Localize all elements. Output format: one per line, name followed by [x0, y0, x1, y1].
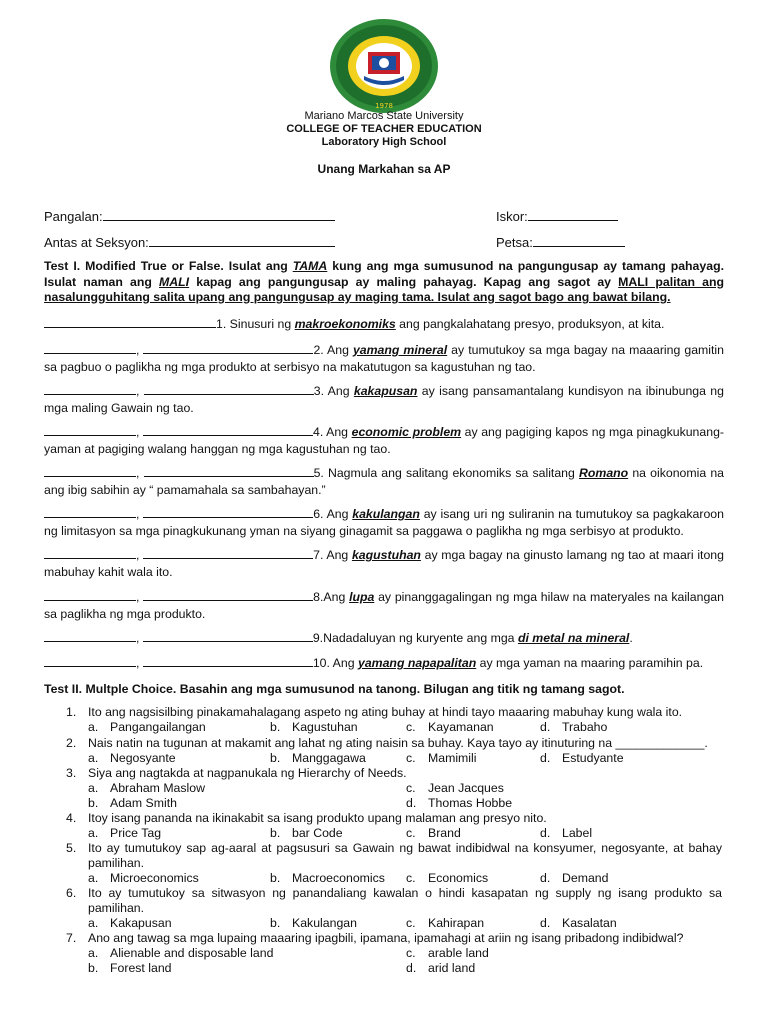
mc-option[interactable]: [88, 781, 205, 795]
option-letter: b.: [270, 871, 281, 885]
option-text: Abraham Maslow: [110, 781, 205, 795]
option-letter: d.: [540, 916, 551, 930]
option-text: Manggagawa: [292, 751, 366, 765]
option-letter: c.: [406, 751, 416, 765]
options-row: [88, 751, 728, 766]
option-text: Kasalatan: [562, 916, 617, 930]
exam-title: Unang Markahan sa AP: [317, 162, 451, 176]
tf-item-3: , 3. Ang kakapusan ay isang pansamantalang kundisyon na ibinubunga ng mga maling Gawain ng tao.: [44, 384, 724, 415]
option-text: Pangangailangan: [110, 720, 206, 734]
mc-question-5: [66, 841, 722, 871]
mc-option[interactable]: [406, 961, 475, 975]
question-text: Ano ang tawag sa mga lupaing maaaring ipagbili, ipamana, ipamahagi at ariin ng isang pribadong indibidwal?: [88, 931, 684, 945]
answer-blank[interactable]: [44, 383, 136, 395]
option-letter: a.: [88, 781, 99, 795]
option-text: Price Tag: [110, 826, 162, 840]
underlined-term: yamang napapalitan: [357, 656, 477, 670]
mc-option[interactable]: [88, 961, 172, 975]
option-text: Mamimili: [428, 751, 477, 765]
grade-section-field[interactable]: Antas at Seksyon:: [44, 234, 335, 250]
mc-option[interactable]: [406, 781, 504, 795]
item-text: 3. Ang: [313, 384, 354, 398]
item-text: ay ang pagiging kapos ng mga pinagkukunang-yaman at pagiging walang hanggan ng mga kagustuhan ng tao.: [44, 425, 725, 456]
option-letter: a.: [88, 720, 99, 734]
options-row: [88, 961, 728, 976]
mc-option[interactable]: [540, 826, 592, 840]
answer-blank[interactable]: [44, 506, 136, 518]
answer-blank[interactable]: [44, 424, 136, 436]
underlined-term: makroekonomiks: [294, 317, 396, 331]
mc-option[interactable]: [270, 916, 357, 930]
mc-option[interactable]: [540, 916, 617, 930]
question-text: Ito ang nagsisilbing pinakamahalagang aspeto ng ating buhay at hindi tayo maaaring mabuhay kung wala ito.: [88, 705, 683, 719]
question-number: 4.: [66, 811, 77, 825]
correction-blank[interactable]: [143, 589, 313, 601]
correction-blank[interactable]: [143, 342, 313, 354]
mc-option[interactable]: [406, 826, 461, 840]
option-letter: b.: [270, 751, 281, 765]
option-text: Adam Smith: [110, 796, 177, 810]
item-text: ay pinanggagalingan ng mga hilaw na materyales na kailangan sa paglikha ng mga produkto.: [44, 590, 724, 621]
tf-item-5: , 5. Nagmula ang salitang ekonomiks sa salitang Romano na oikonomia na ang ibig sabihin ay “ pamamahala sa sambahayan.”: [44, 466, 725, 497]
options-row: [88, 826, 728, 841]
question-text: Ito ay tumutukoy sap ag-aaral at pagsusuri sa Gawain ng bawat indibidwal na konsyumer, negosyante, at bahay pamilihan.: [88, 841, 722, 870]
mc-option[interactable]: [540, 720, 607, 734]
option-letter: b.: [270, 720, 281, 734]
svg-text:1978: 1978: [375, 102, 393, 110]
option-text: arid land: [428, 961, 476, 975]
question-number: 6.: [66, 886, 77, 900]
option-letter: d.: [540, 871, 551, 885]
option-letter: d.: [540, 720, 551, 734]
mc-option[interactable]: [406, 796, 512, 810]
options-row: [88, 916, 728, 931]
mc-option[interactable]: [270, 826, 343, 840]
item-text: ay mga yaman na maaring paramihin pa.: [476, 656, 704, 670]
name-field[interactable]: Pangalan:: [44, 208, 335, 224]
item-text: 9.Nadadaluyan ng kuryente ang mga: [312, 631, 518, 645]
underlined-term: economic problem: [351, 425, 462, 439]
option-letter: b.: [88, 796, 99, 810]
correction-blank[interactable]: [143, 655, 313, 667]
mc-option[interactable]: [406, 916, 484, 930]
option-letter: a.: [88, 751, 99, 765]
underlined-term: kakapusan: [353, 384, 418, 398]
item-text: .: [629, 631, 633, 645]
date-field[interactable]: Petsa:: [496, 234, 625, 250]
option-letter: c.: [406, 826, 416, 840]
option-letter: c.: [406, 781, 416, 795]
correction-blank[interactable]: [144, 383, 314, 395]
mc-question-1: [66, 705, 722, 720]
option-letter: a.: [88, 826, 99, 840]
mc-option[interactable]: [406, 871, 488, 885]
tf-item-9: , 9.Nadadaluyan ng kuryente ang mga di metal na mineral.: [44, 630, 724, 647]
mc-question-3: [66, 766, 722, 781]
item-text: ang pangkalahatang presyo, produksyon, at kita.: [395, 317, 665, 331]
answer-blank[interactable]: [44, 316, 216, 328]
option-text: Label: [562, 826, 593, 840]
option-text: Kayamanan: [428, 720, 494, 734]
university-name: Mariano Marcos State University: [304, 110, 464, 122]
item-text: 5. Nagmula ang salitang ekonomiks sa salitang: [313, 466, 579, 480]
answer-blank[interactable]: [44, 589, 136, 601]
tf-item-2: , 2. Ang yamang mineral ay tumutukoy sa mga bagay na maaaring gamitin sa pagbuo o paglikha ng mga produkto at serbisyo na makatutugon sa kagustuhan ng tao.: [44, 343, 724, 374]
mc-option[interactable]: [270, 871, 385, 885]
option-letter: a.: [88, 871, 99, 885]
mc-option[interactable]: [88, 826, 161, 840]
item-text: 4. Ang: [313, 425, 352, 439]
question-text: Itoy isang pananda na ikinakabit sa isang produkto upang malaman ang presyo nito.: [88, 811, 547, 825]
mc-option[interactable]: [88, 796, 177, 810]
correction-blank[interactable]: [143, 630, 313, 642]
option-text: Brand: [428, 826, 461, 840]
item-text: 6. Ang: [313, 507, 353, 521]
option-text: Kagustuhan: [292, 720, 358, 734]
mc-option[interactable]: [88, 871, 199, 885]
options-row: [88, 946, 728, 961]
options-row: [88, 781, 728, 796]
option-text: Forest land: [110, 961, 172, 975]
question-text: Nais natin na tugunan at makamit ang lahat ng ating naisin sa buhay. Kaya tayo ay itinuturing na _____________.: [88, 736, 708, 750]
answer-blank[interactable]: [44, 655, 136, 667]
question-number: 1.: [66, 705, 77, 719]
underlined-term: kagustuhan: [351, 548, 421, 562]
correction-blank[interactable]: [143, 506, 313, 518]
option-letter: b.: [88, 961, 99, 975]
item-text: 2. Ang: [313, 343, 353, 357]
item-text: 8.Ang: [313, 590, 350, 604]
item-text: 10. Ang: [312, 656, 358, 670]
option-text: Kahirapan: [428, 916, 485, 930]
option-text: Kakapusan: [110, 916, 172, 930]
tf-item-4: , 4. Ang economic problem ay ang pagiging kapos ng mga pinagkukunang-yaman at pagiging walang hanggan ng mga kagustuhan ng tao.: [44, 425, 725, 456]
mc-question-2: [66, 736, 722, 751]
question-text: Siya ang nagtakda at nagpanukala ng Hierarchy of Needs.: [88, 766, 407, 780]
item-text: ay mga bagay na ginusto lamang ng tao at maari itong mabuhay kahit wala ito.: [44, 548, 724, 579]
option-letter: c.: [406, 871, 416, 885]
school-name: Laboratory High School: [321, 136, 447, 148]
option-text: Demand: [562, 871, 609, 885]
mc-option[interactable]: [88, 916, 172, 930]
option-letter: a.: [88, 946, 99, 960]
option-text: Alienable and disposable land: [110, 946, 274, 960]
correction-blank[interactable]: [143, 424, 313, 436]
mc-option[interactable]: [270, 720, 358, 734]
question-text: Ito ay tumutukoy sa sitwasyon ng panandaliang kawalan o hindi kasapatan ng supply ng isang produkto sa pamilihan.: [88, 886, 722, 915]
option-letter: b.: [270, 916, 281, 930]
option-letter: b.: [270, 826, 281, 840]
option-letter: c.: [406, 916, 416, 930]
tf-item-8: , 8.Ang lupa ay pinanggagalingan ng mga hilaw na materyales na kailangan sa paglikha ng mga produkto.: [44, 590, 724, 621]
option-text: Microeconomics: [110, 871, 199, 885]
mc-option[interactable]: [406, 946, 489, 960]
options-row: [88, 796, 728, 811]
test1-instructions: Test I. Modified True or False. Isulat ang TAMA kung ang mga sumusunod na pangungusap ay tamang pahayag. Isulat naman ang MALI kapag ang pangungusap ay maling pahayag. Kapag ang sagot ay MALI palitan ang nasalungguhitang salita upang ang pangungusap ay maging tama. Isulat ang sagot bago ang bawat bilang.: [44, 259, 725, 304]
test2-instructions: Test II. Multple Choice. Basahin ang mga sumusunod na tanong. Bilugan ang titik ng tamang sagot.: [44, 682, 625, 696]
item-text: 1. Sinusuri ng: [216, 317, 295, 331]
mc-question-4: [66, 811, 722, 826]
mc-option[interactable]: [270, 751, 366, 765]
mc-option[interactable]: [88, 751, 176, 765]
university-seal-icon: [328, 16, 440, 116]
correction-blank[interactable]: [143, 547, 313, 559]
option-text: Negosyante: [110, 751, 176, 765]
item-text: ay isang uri ng suliranin na tumutukoy sa pagkakaroon ng limitasyon sa mga pinagkukunang yman na siyang ginagamit sa paggawa o paglikha ng mga serbisyo at produkto.: [44, 507, 724, 538]
item-text: ay isang pansamantalang kundisyon na ibinubunga ng mga maling Gawain ng tao.: [44, 384, 724, 415]
tf-item-6: , 6. Ang kakulangan ay isang uri ng suliranin na tumutukoy sa pagkakaroon ng limitasyon sa mga pinagkukunang yman na siyang ginagamit sa paggawa o paglikha ng mga serbisyo at produkto.: [44, 507, 724, 538]
question-number: 2.: [66, 736, 77, 750]
option-text: arable land: [428, 946, 489, 960]
option-letter: d.: [540, 751, 551, 765]
option-text: bar Code: [292, 826, 343, 840]
answer-blank[interactable]: [44, 465, 136, 477]
option-letter: d.: [406, 796, 417, 810]
underlined-term: yamang mineral: [352, 343, 448, 357]
option-text: Macroeconomics: [292, 871, 385, 885]
mc-option[interactable]: [540, 751, 624, 765]
option-letter: c.: [406, 720, 416, 734]
answer-blank[interactable]: [44, 630, 136, 642]
option-text: Jean Jacques: [428, 781, 504, 795]
underlined-term: lupa: [349, 590, 375, 604]
option-letter: d.: [406, 961, 417, 975]
mc-option[interactable]: [88, 946, 273, 960]
answer-blank[interactable]: [44, 342, 136, 354]
score-field[interactable]: Iskor:: [496, 208, 618, 224]
option-text: Thomas Hobbe: [428, 796, 513, 810]
underlined-term: di metal na mineral: [517, 631, 630, 645]
option-letter: c.: [406, 946, 416, 960]
option-text: Estudyante: [562, 751, 624, 765]
question-number: 7.: [66, 931, 77, 945]
mc-option[interactable]: [88, 720, 206, 734]
mc-option[interactable]: [406, 720, 494, 734]
answer-blank[interactable]: [44, 547, 136, 559]
options-row: [88, 720, 728, 735]
question-number: 3.: [66, 766, 77, 780]
college-name: COLLEGE OF TEACHER EDUCATION: [286, 123, 482, 135]
tf-item-7: , 7. Ang kagustuhan ay mga bagay na ginusto lamang ng tao at maari itong mabuhay kahit wala ito.: [44, 548, 724, 579]
mc-option[interactable]: [406, 751, 477, 765]
option-letter: d.: [540, 826, 551, 840]
tf-item-10: , 10. Ang yamang napapalitan ay mga yaman na maaring paramihin pa.: [44, 655, 724, 672]
item-text: ay tumutukoy sa mga bagay na maaaring gamitin sa pagbuo o paglikha ng mga produkto at serbisyo na makatutugon sa kagustuhan ng tao.: [44, 343, 724, 374]
option-text: Kakulangan: [292, 916, 357, 930]
options-row: [88, 871, 728, 886]
mc-option[interactable]: [540, 871, 608, 885]
option-text: Trabaho: [562, 720, 608, 734]
item-text: 7. Ang: [313, 548, 352, 562]
correction-blank[interactable]: [144, 465, 314, 477]
underlined-term: Romano: [579, 466, 629, 480]
mc-question-6: [66, 886, 722, 916]
question-number: 5.: [66, 841, 77, 855]
item-text: na oikonomia na ang ibig sabihin ay “ pamamahala sa sambahayan.”: [44, 466, 725, 497]
mc-question-7: [66, 931, 722, 946]
option-text: Economics: [428, 871, 489, 885]
tf-item-1: [44, 316, 724, 333]
option-letter: a.: [88, 916, 99, 930]
underlined-term: kakulangan: [352, 507, 420, 521]
